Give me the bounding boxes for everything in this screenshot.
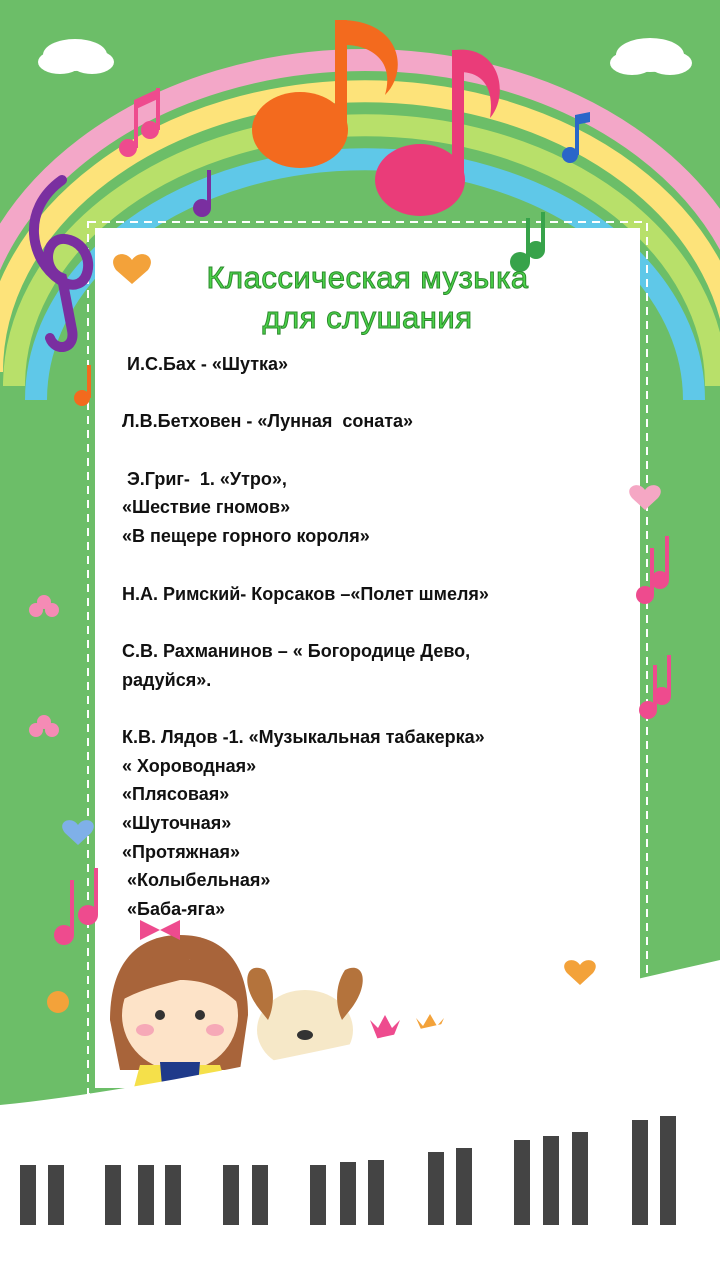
list-line: Н.А. Римский- Корсаков –«Полет шмеля» [122,583,489,604]
list-line: радуйся». [122,669,212,690]
list-line: «Протяжная» [122,841,240,862]
list-line: Л.В.Бетховен - «Лунная соната» [122,411,414,432]
list-line [122,436,622,465]
list-line: И.С.Бах - «Шутка» [122,354,289,374]
list-line: «Колыбельная» [122,870,271,891]
list-line [122,608,622,637]
list-line: Э.Григ- 1. «Утро», [122,468,287,489]
music-list [122,350,622,924]
title-line: для слушания [262,300,473,335]
list-line: С.В. Рахманинов – « Богородице Дево, [122,640,471,661]
list-line: «Шуточная» [122,813,232,833]
list-line: «Плясовая» [122,784,230,805]
list-line [122,694,622,723]
title-line: Классическая музыка [206,260,529,295]
page-title [95,258,640,338]
list-line: «В пещере горного короля» [122,526,370,547]
list-line [122,551,622,580]
list-line: К.В. Лядов -1. «Музыкальная табакерка» [122,726,485,747]
list-line: «Шествие гномов» [122,497,291,518]
list-line: «Баба-яга» [122,899,226,920]
list-line [122,379,622,408]
list-line: « Хороводная» [122,755,257,776]
